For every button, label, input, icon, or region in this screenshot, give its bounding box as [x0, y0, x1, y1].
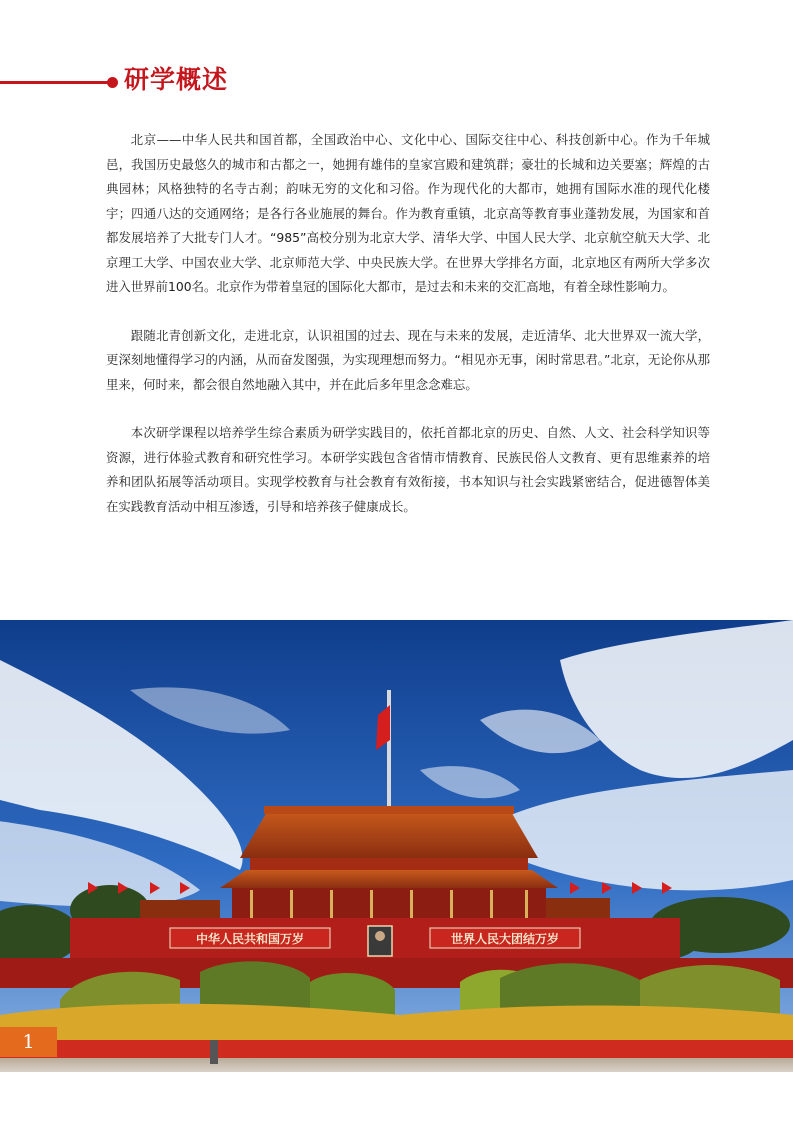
- page-number-badge: 1: [0, 1027, 57, 1057]
- section-title: 研学概述: [124, 65, 229, 94]
- tiananmen-photo: [0, 620, 793, 1072]
- paragraph-culture: 跟随北青创新文化，走进北京，认识祖国的过去、现在与未来的发展，走近清华、北大世界双一流大学，更深刻地懂得学习的内涵，从而奋发图强，为实现理想而努力。“相见亦无事，闲时常思君。”北京，无论你从那里来，何时来，都会很自然地融入其中，并在此后多年里念念难忘。: [106, 327, 710, 392]
- paragraph-course: 本次研学课程以培养学生综合素质为研学实践目的，依托首都北京的历史、自然、人文、社会科学知识等资源，进行体验式教育和研究性学习。本研学实践包含省情市情教育、民族民俗人文教育、更有思维素养的培养和团队拓展等活动项目。实现学校教育与社会教育有效衔接，书本知识与社会实践紧密结合，促进德智体美在实践教育活动中相互渗透，引导和培养孩子健康成长。: [106, 425, 710, 514]
- title-bullet-dot: [107, 77, 118, 88]
- banner-right: 世界人民大团结万岁: [450, 932, 560, 946]
- banner-left: 中华人民共和国万岁: [195, 932, 305, 946]
- paragraph-intro: 北京——中华人民共和国首都，全国政治中心、文化中心、国际交往中心、科技创新中心。作为千年城邑，我国历史最悠久的城市和古都之一，她拥有雄伟的皇家宫殿和建筑群；豪壮的长城和边关要塞；辉煌的古典园林；风格独特的名寺古刹；韵味无穷的文化和习俗。作为现代化的大都市，她拥有国际水准的现代化楼宇；四通八达的交通网络；是各行各业施展的舞台。作为教育重镇，北京高等教育事业蓬勃发展，为国家和首都发展培养了大批专门人才。“985”高校分别为北京大学、清华大学、中国人民大学、北京航空航天大学、北京理工大学、中国农业大学、北京师范大学、中央民族大学。在世界大学排名方面，北京地区有两所大学多次进入世界前100名。北京作为带着皇冠的国际化大都市，是过去和未来的交汇高地，有着全球性影响力。: [106, 132, 710, 294]
- body-text: [106, 128, 710, 543]
- lamp-post: [210, 1040, 218, 1064]
- title-rule: [0, 81, 110, 84]
